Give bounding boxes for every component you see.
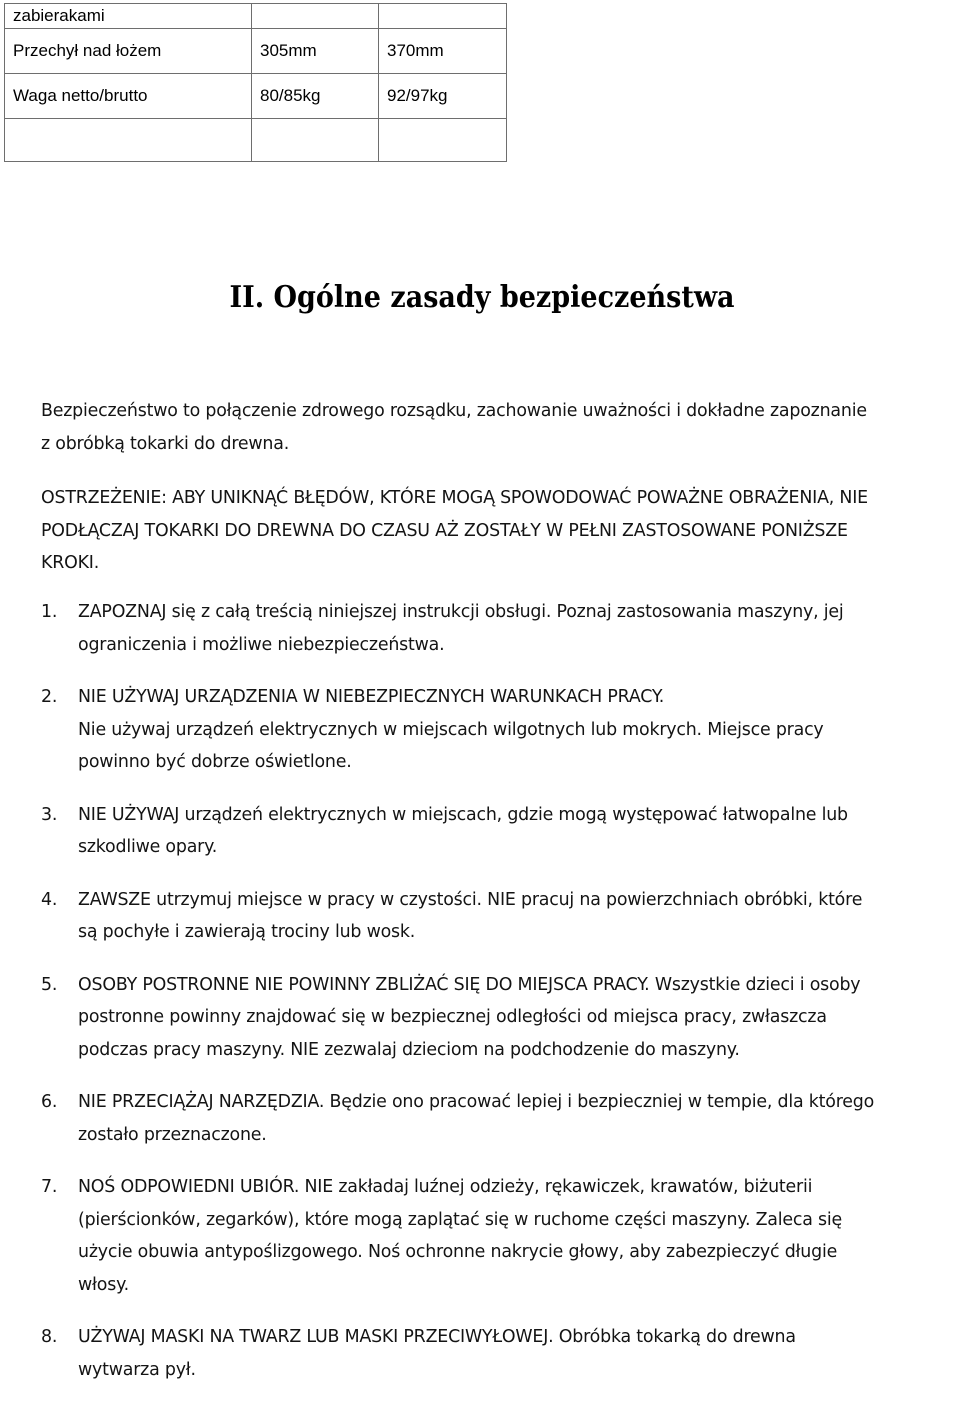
item-line: Nie używaj urządzeń elektrycznych w miejscach wilgotnych lub mokrych. Miejsce pracy	[78, 719, 824, 740]
item-line: NIE UŻYWAJ URZĄDZENIA W NIEBEZPIECZNYCH WARUNKACH PRACY.	[78, 687, 665, 707]
item-line: ZAPOZNAJ się z całą treścią niniejszej instrukcji obsługi. Poznaj zastosowania maszyny, jej	[78, 602, 844, 622]
table-row	[5, 4, 507, 29]
item-number: 3.	[41, 804, 58, 825]
table-cell	[252, 119, 379, 162]
item-number: 7.	[41, 1177, 58, 1197]
warning-paragraph	[41, 482, 960, 580]
item-number: 6.	[41, 1092, 58, 1112]
list-item	[0, 596, 930, 661]
item-number: 2.	[41, 687, 58, 707]
list-item	[0, 1171, 930, 1301]
warning-line: KROKI.	[41, 553, 100, 573]
list-item	[0, 681, 930, 779]
list-item	[0, 1086, 930, 1151]
table-cell: 305mm	[252, 29, 379, 74]
table-cell: 370mm	[379, 29, 507, 74]
list-item	[0, 969, 930, 1067]
table-cell	[379, 4, 507, 29]
item-line: użycie obuwia antypoślizgowego. Noś ochronne nakrycie głowy, aby zabezpieczyć długie	[78, 1242, 838, 1262]
table-row	[5, 74, 507, 119]
item-line: powinno być dobrze oświetlone.	[78, 752, 352, 772]
warning-line: OSTRZEŻENIE: ABY UNIKNĄĆ BŁĘDÓW, KTÓRE MOGĄ SPOWODOWAĆ POWAŻNE OBRAŻENIA, NIE	[41, 488, 868, 508]
table-row	[5, 119, 507, 162]
table-cell	[252, 4, 379, 29]
item-line: zostało przeznaczone.	[78, 1124, 267, 1145]
item-number: 8.	[41, 1327, 58, 1347]
item-line: podczas pracy maszyny. NIE zezwalaj dzieciom na podchodzenie do maszyny.	[78, 1039, 740, 1060]
list-item	[0, 884, 930, 949]
safety-rules-list	[0, 596, 930, 1406]
table-row	[5, 29, 507, 74]
item-number: 4.	[41, 889, 58, 910]
item-number: 5.	[41, 974, 58, 995]
list-item	[0, 1321, 930, 1386]
item-line: (pierścionków, zegarków), które mogą zaplątać się w ruchome części maszyny. Zaleca się	[78, 1209, 843, 1230]
item-line: NIE PRZECIĄŻAJ NARZĘDZIA. Będzie ono pracować lepiej i bezpieczniej w tempie, dla którego	[78, 1092, 875, 1112]
item-line: OSOBY POSTRONNE NIE POWINNY ZBLIŻAĆ SIĘ DO MIEJSCA PRACY. Wszystkie dzieci i osoby	[78, 974, 861, 995]
intro-line: z obróbką tokarki do drewna.	[41, 433, 290, 454]
section-heading: II. Ogólne zasady bezpieczeństwa	[229, 280, 735, 315]
item-line: szkodliwe opary.	[78, 837, 218, 857]
table-cell	[5, 119, 252, 162]
spec-table	[4, 3, 507, 162]
warning-line: PODŁĄCZAJ TOKARKI DO DREWNA DO CZASU AŻ ZOSTAŁY W PEŁNI ZASTOSOWANE PONIŻSZE	[41, 520, 848, 541]
item-line: postronne powinny znajdować się w bezpiecznej odległości od miejsca pracy, zwłaszcza	[78, 1007, 827, 1027]
intro-paragraph	[41, 395, 960, 460]
item-line: NIE UŻYWAJ urządzeń elektrycznych w miejscach, gdzie mogą występować łatwopalne lub	[78, 804, 848, 825]
table-cell	[379, 119, 507, 162]
table-cell: Przechył nad łożem	[5, 29, 252, 74]
intro-line: Bezpieczeństwo to połączenie zdrowego rozsądku, zachowanie uważności i dokładne zapoznanie	[41, 401, 867, 421]
table-cell: 92/97kg	[379, 74, 507, 119]
item-number: 1.	[41, 602, 58, 622]
table-cell: Waga netto/brutto	[5, 74, 252, 119]
item-line: ZAWSZE utrzymuj miejsce w pracy w czystości. NIE pracuj na powierzchniach obróbki, które	[78, 889, 863, 910]
item-line: są pochyłe i zawierają trociny lub wosk.	[78, 922, 416, 942]
list-item	[0, 799, 930, 864]
table-cell: 80/85kg	[252, 74, 379, 119]
item-line: wytwarza pył.	[78, 1359, 196, 1380]
item-line: włosy.	[78, 1274, 130, 1295]
item-line: ograniczenia i możliwe niebezpieczeństwa.	[78, 634, 445, 655]
item-line: UŻYWAJ MASKI NA TWARZ LUB MASKI PRZECIWYŁOWEJ. Obróbka tokarką do drewna	[78, 1327, 796, 1347]
item-line: NOŚ ODPOWIEDNI UBIÓR. NIE zakładaj luźnej odzieży, rękawiczek, krawatów, biżuterii	[78, 1177, 813, 1197]
table-cell: zabierakami	[5, 4, 252, 29]
